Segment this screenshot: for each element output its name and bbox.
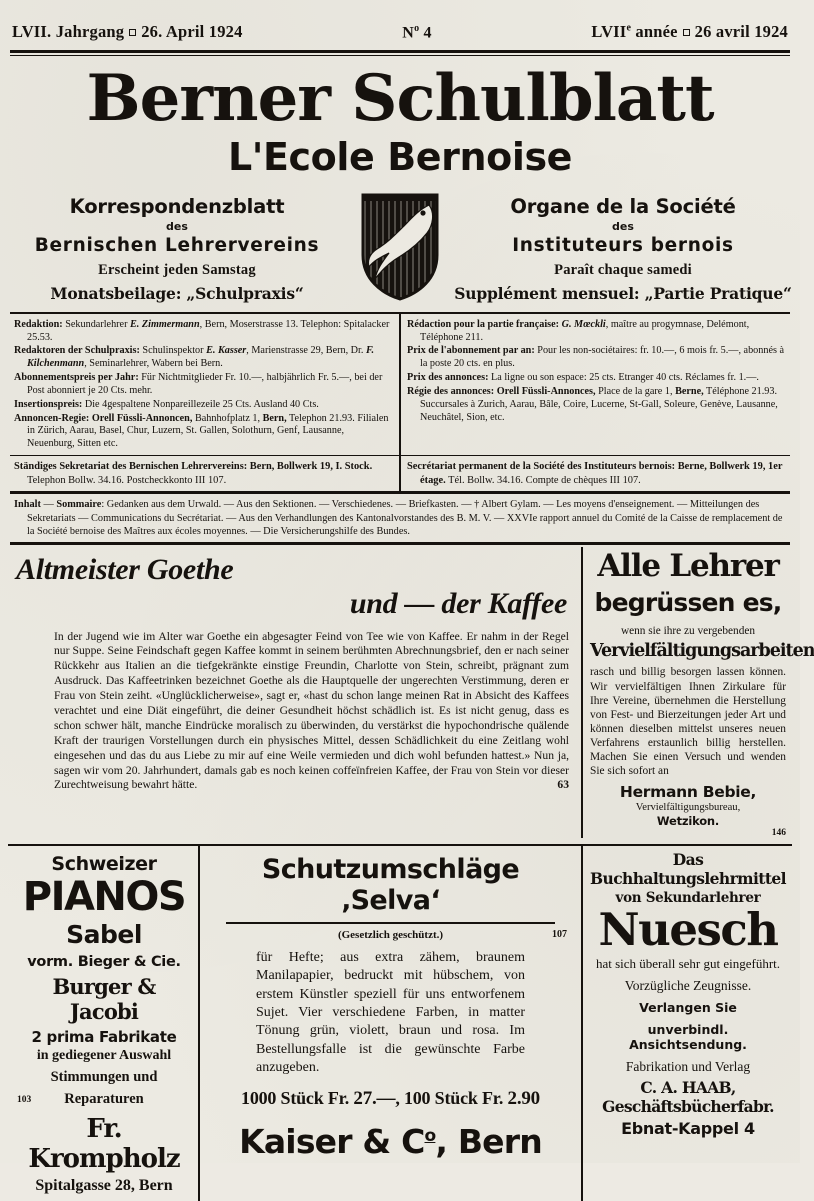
table-of-contents: Inhalt — Sommaire: Gedanken aus dem Urwald. — Aus den Sektionen. — Verschiedenes. — Briefkasten. — † Albert Gylam. — Les moyens d'enseignement. — Mitteilungen des Sekretariats — Communications du Secrétariat. — Aus den Verhandlungen des Kantonalvorstandes des B. M. V. — XXVIe rapport annuel du Comité de la Caisse de remplacement de la Société bernoise des Maîtres aux écoles moyennes. — Die Versicherungshilfe des Bundes. [14,499,783,537]
separator-square-icon [683,29,690,36]
issue-number: $N^o$ 4 [402,22,432,41]
ad-kaiser-selva[interactable]: Schutzumschläge ‚Selva‘ (Gesetzlich geschützt.) 107 für Hefte; aus extra zähem, braunem Manilapapier, bedruckt mit hübschem, von erstem Künstler speziell für uns entworfenem Sujet. Vier verschiedene Farben, in matter Tönung grün, violett, braun und rosa. Im Bestellungsfalle ist die gewünschte Farbe anzugeben. 1000 Stück Fr. 27.—, 100 Stück Fr. 2.90 Kaiser & $C^o$, Bern [200,846,583,1201]
divider-top-thick [10,50,790,53]
imprint-annoncen: Annoncen-Regie: Orell Füssli-Annoncen, Bahnhofplatz 1, Bern, Telephon 21.93. Filialen in Zürich, Aarau, Basel, Chur, Luzern, St. Gallen, Solothurn, Genf, Lausanne, Neuenburg, Sitten etc. [14,412,389,450]
imprint-abonnement: Prix de l'abonnement par an: Pour les non-sociétaires: fr. 10.—, 6 mois fr. 5.—, abonnés à la poste 20 cts. en plus. [407,345,785,370]
ad-title-underline [226,922,555,924]
ad-nuesch-haab[interactable]: Das Buchhaltungslehrmittel von Sekundarlehrer Nuesch hat sich überall sehr gut eingeführt. Vorzügliche Zeugnisse. Verlangen Sie unverbindl. Ansichtsendung. Fabrikation und Verlag C. A. HAAB, Geschäftsbücherfabr. Ebnat-Kappel 4 [590,849,786,1138]
advertiser-name: Hermann Bebie, [619,782,757,801]
advertisement-strip [8,844,792,1201]
advertiser-name: Kaiser & $C^o$, Bern [239,1121,542,1161]
subtitle-french: Organe de la Société des Instituteurs bernois Paraît chaque samedi Supplément mensuel: „Partie Pratique“ [454,194,792,303]
ad-reference-number: 103 [17,1094,32,1105]
imprint-regie: Régie des annonces: Orell Füssli-Annonces, Place de la gare 1, Berne, Téléphone 21.93. Succursales à Zurich, Aarau, Bâle, Coire, Lucerne, St-Gall, Soleure, Genève, Lausanne, Neuchâtel, Sion, etc. [407,385,778,423]
imprint-schulpraxis: Redaktoren der Schulpraxis: Schulinspektor E. Kasser, Marienstrasse 29, Bern, Dr. F. Kilchenmann, Seminarlehrer, Wabern bei Bern. [14,345,374,370]
advertiser-name: C. A. HAAB, Geschäftsbücherfabr. [602,1077,774,1116]
article-page-number: 63 [557,778,569,792]
page-title-german: Berner Schulblatt [86,60,714,136]
imprint-german [8,314,401,455]
article-body: In der Jugend wie im Alter war Goethe ein abgesagter Feind von Tee wie von Kaffee. Er nahm in der Regel nur Suppe. Seine Feindschaft gegen Kaffee kommt in seinem berühmten Abrechnungsbrief, den er nach seiner Rückkehr aus Italien an die tiefgekränkte einstige Freundin, Charlotte von Stein, schreibt, prägnant zum Ausdruck. Das Kaffeetrinken bezeichnet Goethe als die Hauptquelle der ungerechten Verstimmung, deren er Frau von Stein zeiht. «Unglücklicherweise», sagt er, «hast du schon lange meinen Rat in Absicht des Kaffees verachtet und eine Diät eingeführt, die deiner Gesundheit höchst schädlich ist. Es ist nicht genug, dass es schon schwer hält, manche Eindrücke moralisch zu überwinden, du verstärkst die hypochondrische quälende Kraft der traurigen Vorstellungen durch ein physisches Mittel, dessen Schädlichkeit du eine Zeitlang wohl eingesehen und das du aus Liebe zu mir auf eine Weile vermieden und dich wohl befunden hattest.» Nun ja, sagen wir vom 20. Jahrhundert, damals gab es noch keinen coffeïnfreien Kaffee, der Frau von Stein vor dieser Zurechtweisung bewahrt hätte. 63 [54,629,569,792]
article-column [8,547,583,837]
advertiser-name: Fr. Krompholz [28,1113,180,1174]
ad-price: 1000 Stück Fr. 27.—, 100 Stück Fr. 2.90 [241,1087,540,1109]
dateline-right: LVIIe année 26 avril 1924 [591,22,788,41]
ad-reference-number: 107 [552,928,567,940]
volume-de: LVII. Jahrgang [12,22,125,41]
ad-body: für Hefte; aus extra zähem, braunem Manilapapier, bedruckt mit hübschem, von erstem Künstler speziell für uns entworfenem Sujet. Vier verschiedene Farben, in matter Tönung grün, violett, braun und rosa. Im Bestellungsfalle ist die gewünschte Farbe anzugeben. [256,949,525,1076]
dateline [8,0,792,48]
ad-hermann-bebie[interactable]: Alle Lehrer begrüssen es, wenn sie ihre zu vergebenden Vervielfältigungsarbeiten rasch und billig besorgen lassen können. Wir vervielfältigen Ihnen Zirkulare für Ihre Vereine, übernehmen die Herstellung von Fest- und Bierzeitungen jeder Art und können dieselben mittelst unseres neuen Verfahrens erstaunlich billig herstellen. Machen Sie einen Versuch und wenden Sie sich sofort an Hermann Bebie, Vervielfältigungsbureau, Wetzikon. 146 [590,548,814,838]
divider-contents-bottom2 [10,544,790,545]
article-headline: Altmeister Goethe und — der Kaffee [16,553,567,620]
imprint-insertion: Insertionspreis: Die 4gespaltene Nonpareillezeile 25 Cts. Ausland 40 Cts. [14,398,319,410]
secretariat-german: Ständiges Sekretariat des Bernischen Lehrervereins: Bern, Bollwerk 19, I. Stock. Telephon Bollw. 34.16. Postcheckkonto III 107. [8,456,401,491]
secretariat-french: Secrétariat permanent de la Société des Instituteurs bernois: Berne, Bollwerk 19, 1er étage. Tél. Bollw. 34.16. Compte de chèques III 107. [407,461,783,486]
dateline-left [12,22,243,42]
ad-reference-number: 146 [771,827,786,838]
imprint-annonces: Prix des annonces: La ligne ou son espace: 25 cts. Etranger 40 cts. Réclames fr. 1.—. [407,372,759,384]
imprint-redaktion: Redaktion: Sekundarlehrer E. Zimmermann, Bern, Moserstrasse 13. Telephon: Spitalacker 25.53. [14,318,390,343]
imprint-french [401,314,792,455]
page-title-french: L'Ecole Bernoise [227,134,573,179]
coat-of-arms-icon [346,191,454,303]
subtitle-german: Korrespondenzblatt des Bernischen Lehrervereins Erscheint jeden Samstag Monatsbeilage: „Schulpraxis“ [34,194,320,303]
masthead [8,56,792,303]
separator-square-icon [129,29,136,36]
ad-title: Nuesch [598,902,778,956]
imprint-block [8,312,792,494]
ad-krompholz-pianos[interactable]: Schweizer PIANOS Sabel vorm. Bieger & Cie. Burger & Jacobi 2 prima Fabrikate in gediegener Auswahl Stimmungen und Reparaturen Fr. Krompholz Spitalgasse 28, Bern 103 [8,846,200,1201]
ad-title: Schutzumschläge ‚Selva‘ [261,853,520,916]
date-de: 26. April 1924 [141,22,243,41]
imprint-subscription: Abonnementspreis per Jahr: Für Nichtmitglieder Fr. 10.—, halbjährlich Fr. 5.—, bei der Post abonniert je 20 Cts. mehr. [14,372,383,396]
imprint-redaction: Rédaction pour la partie française: G. Mœckli, maître au progymnase, Delémont, Téléphone 211. [407,318,750,343]
